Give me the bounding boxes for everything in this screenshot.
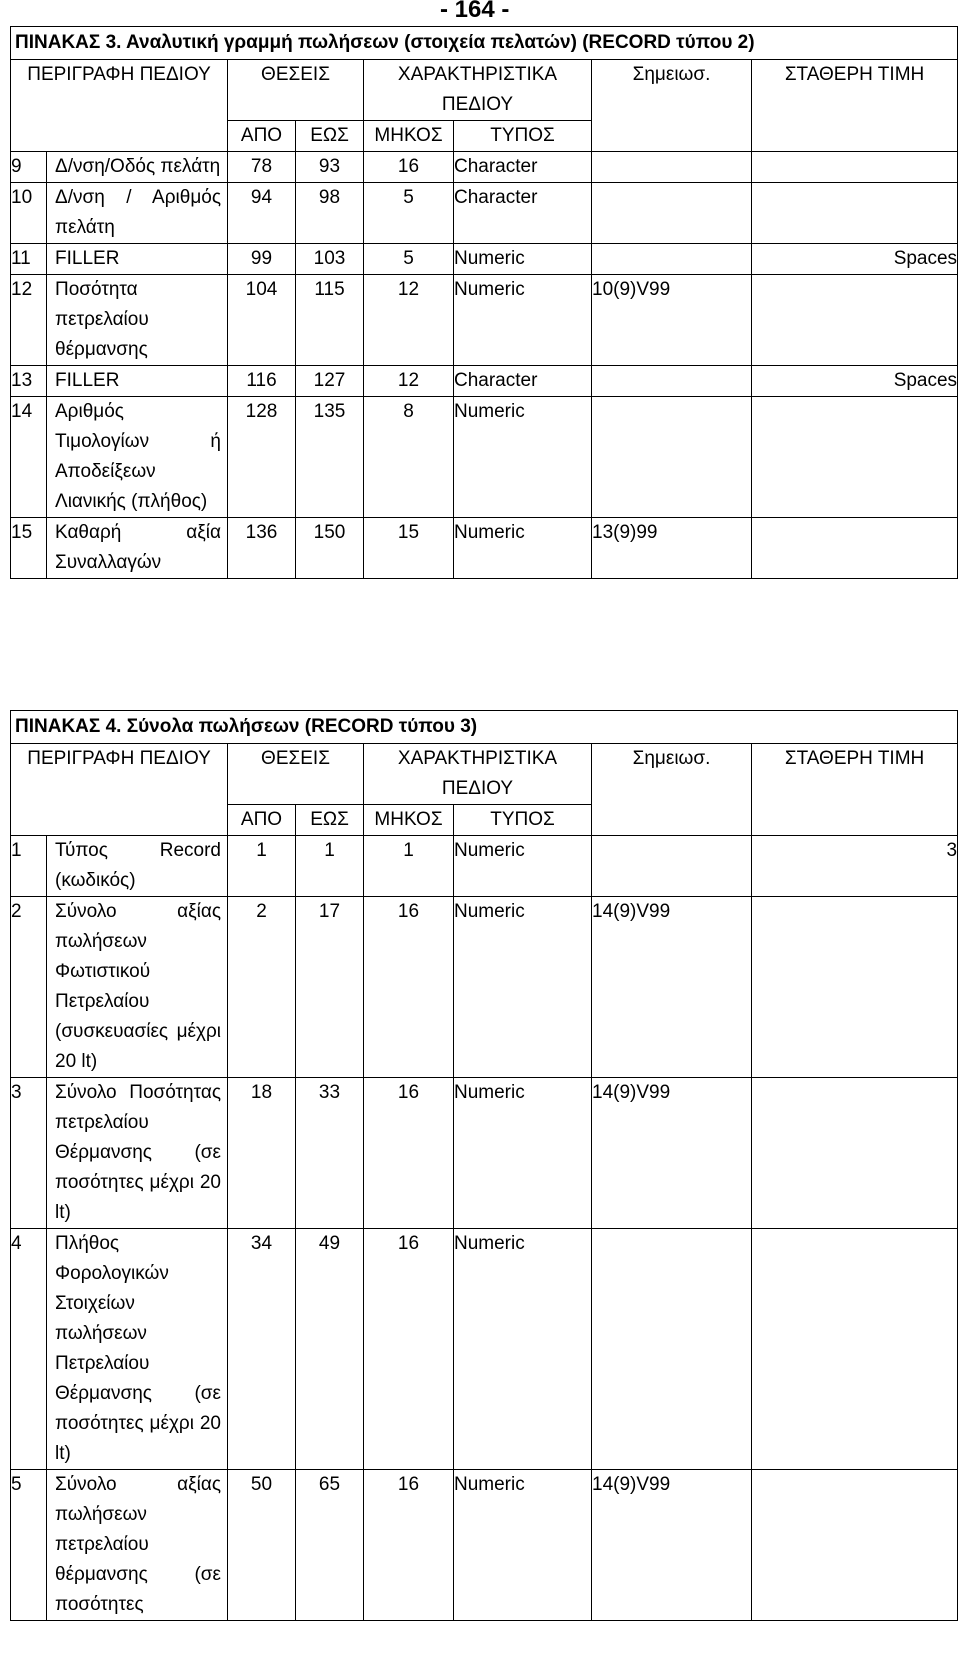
table-row xyxy=(11,897,958,1078)
table-caption: ΠΙΝΑΚΑΣ 4. Σύνολα πωλήσεων (RECORD τύπου 3) xyxy=(11,711,958,744)
row-number: 3 xyxy=(11,1078,47,1229)
table-row xyxy=(11,1470,958,1621)
row-fixed-value xyxy=(752,1078,958,1229)
row-from: 2 xyxy=(228,897,296,1078)
row-length: 15 xyxy=(364,518,454,579)
table-row xyxy=(11,183,958,244)
row-notes xyxy=(592,152,752,183)
row-number: 10 xyxy=(11,183,47,244)
row-notes: 14(9)V99 xyxy=(592,897,752,1078)
row-type: Numeric xyxy=(454,1470,592,1621)
row-fixed-value xyxy=(752,275,958,366)
table-row xyxy=(11,152,958,183)
row-from: 116 xyxy=(228,366,296,397)
row-number: 2 xyxy=(11,897,47,1078)
row-fixed-value xyxy=(752,183,958,244)
row-length: 16 xyxy=(364,152,454,183)
header-to: ΕΩΣ xyxy=(296,121,364,152)
row-fixed-value xyxy=(752,1470,958,1621)
row-description-text: Σύνολο αξίας πωλήσεων πετρελαίου θέρμανσης (σε ποσότητες xyxy=(55,1474,221,1615)
row-length: 16 xyxy=(364,897,454,1078)
row-type: Numeric xyxy=(454,1078,592,1229)
row-notes xyxy=(592,1229,752,1470)
header-description: ΠΕΡΙΓΡΑΦΗ ΠΕΔΙΟΥ xyxy=(11,60,228,152)
row-type: Character xyxy=(454,152,592,183)
row-length: 5 xyxy=(364,244,454,275)
row-description-text: Καθαρή αξία Συναλλαγών xyxy=(55,522,221,573)
header-length: ΜΗΚΟΣ xyxy=(364,805,454,836)
row-description xyxy=(47,836,228,897)
row-notes xyxy=(592,397,752,518)
row-length: 12 xyxy=(364,275,454,366)
header-notes: Σημειωσ. xyxy=(592,60,752,152)
row-length: 12 xyxy=(364,366,454,397)
table-row xyxy=(11,836,958,897)
row-number: 5 xyxy=(11,1470,47,1621)
row-type: Character xyxy=(454,183,592,244)
page-number: - 164 - xyxy=(440,0,510,23)
row-description-text: Σύνολο Ποσότητας πετρελαίου Θέρμανσης (σε ποσότητες μέχρι 20 lt) xyxy=(55,1082,221,1223)
row-to: 115 xyxy=(296,275,364,366)
row-number: 14 xyxy=(11,397,47,518)
row-to: 93 xyxy=(296,152,364,183)
row-type: Numeric xyxy=(454,275,592,366)
row-notes: 14(9)V99 xyxy=(592,1470,752,1621)
header-fixed-value: ΣΤΑΘΕΡΗ ΤΙΜΗ xyxy=(752,60,958,152)
header-to: ΕΩΣ xyxy=(296,805,364,836)
row-length: 16 xyxy=(364,1078,454,1229)
row-from: 104 xyxy=(228,275,296,366)
row-description xyxy=(47,1078,228,1229)
row-type: Numeric xyxy=(454,518,592,579)
row-notes: 14(9)V99 xyxy=(592,1078,752,1229)
row-fixed-value: Spaces xyxy=(752,366,958,397)
row-number: 9 xyxy=(11,152,47,183)
row-number: 13 xyxy=(11,366,47,397)
row-to: 98 xyxy=(296,183,364,244)
row-description-text: Δ/νση / Αριθμός πελάτη xyxy=(55,187,221,238)
row-number: 11 xyxy=(11,244,47,275)
table-caption: ΠΙΝΑΚΑΣ 3. Αναλυτική γραμμή πωλήσεων (στοιχεία πελατών) (RECORD τύπου 2) xyxy=(11,27,958,60)
row-from: 128 xyxy=(228,397,296,518)
row-fixed-value xyxy=(752,397,958,518)
row-from: 94 xyxy=(228,183,296,244)
row-number: 12 xyxy=(11,275,47,366)
row-length: 5 xyxy=(364,183,454,244)
row-to: 135 xyxy=(296,397,364,518)
row-type: Numeric xyxy=(454,397,592,518)
row-type: Numeric xyxy=(454,836,592,897)
row-type: Numeric xyxy=(454,244,592,275)
row-description xyxy=(47,152,228,183)
row-type: Numeric xyxy=(454,1229,592,1470)
header-notes: Σημειωσ. xyxy=(592,744,752,836)
row-description xyxy=(47,1229,228,1470)
row-number: 15 xyxy=(11,518,47,579)
header-from: ΑΠΟ xyxy=(228,121,296,152)
row-notes: 10(9)V99 xyxy=(592,275,752,366)
row-description-text: FILLER xyxy=(55,370,120,391)
record-type-2-table xyxy=(10,26,958,579)
table-row xyxy=(11,366,958,397)
header-positions: ΘΕΣΕΙΣ xyxy=(228,744,364,805)
row-description xyxy=(47,897,228,1078)
row-to: 103 xyxy=(296,244,364,275)
row-description xyxy=(47,1470,228,1621)
table-row xyxy=(11,1229,958,1470)
table-row xyxy=(11,275,958,366)
row-length: 16 xyxy=(364,1470,454,1621)
header-positions: ΘΕΣΕΙΣ xyxy=(228,60,364,121)
row-notes xyxy=(592,836,752,897)
row-to: 1 xyxy=(296,836,364,897)
row-description-text: Ποσότητα πετρελαίου θέρμανσης xyxy=(55,279,149,360)
row-to: 17 xyxy=(296,897,364,1078)
row-from: 1 xyxy=(228,836,296,897)
row-description xyxy=(47,397,228,518)
table-row xyxy=(11,397,958,518)
header-characteristics: ΧΑΡΑΚΤΗΡΙΣΤΙΚΑ ΠΕΔΙΟΥ xyxy=(364,744,592,805)
table-row xyxy=(11,518,958,579)
row-from: 99 xyxy=(228,244,296,275)
header-from: ΑΠΟ xyxy=(228,805,296,836)
header-length: ΜΗΚΟΣ xyxy=(364,121,454,152)
row-description xyxy=(47,366,228,397)
row-description xyxy=(47,183,228,244)
header-description: ΠΕΡΙΓΡΑΦΗ ΠΕΔΙΟΥ xyxy=(11,744,228,836)
record-type-3-table xyxy=(10,710,958,1621)
header-type: ΤΥΠΟΣ xyxy=(454,121,592,152)
row-fixed-value xyxy=(752,1229,958,1470)
row-description-text: Τύπος Record (κωδικός) xyxy=(55,840,221,891)
row-from: 136 xyxy=(228,518,296,579)
row-number: 4 xyxy=(11,1229,47,1470)
table-row xyxy=(11,244,958,275)
row-length: 8 xyxy=(364,397,454,518)
row-fixed-value: 3 xyxy=(752,836,958,897)
row-notes xyxy=(592,366,752,397)
row-to: 65 xyxy=(296,1470,364,1621)
row-from: 50 xyxy=(228,1470,296,1621)
row-from: 78 xyxy=(228,152,296,183)
row-fixed-value xyxy=(752,152,958,183)
row-notes: 13(9)99 xyxy=(592,518,752,579)
row-from: 34 xyxy=(228,1229,296,1470)
header-characteristics: ΧΑΡΑΚΤΗΡΙΣΤΙΚΑ ΠΕΔΙΟΥ xyxy=(364,60,592,121)
row-notes xyxy=(592,183,752,244)
row-description xyxy=(47,275,228,366)
row-type: Character xyxy=(454,366,592,397)
row-description-text: Σύνολο αξίας πωλήσεων Φωτιστικού Πετρελαίου (συσκευασίες μέχρι 20 lt) xyxy=(55,901,221,1072)
row-notes xyxy=(592,244,752,275)
header-fixed-value: ΣΤΑΘΕΡΗ ΤΙΜΗ xyxy=(752,744,958,836)
row-number: 1 xyxy=(11,836,47,897)
row-description-text: Πλήθος Φορολογικών Στοιχείων πωλήσεων Πετρελαίου Θέρμανσης (σε ποσότητες μέχρι 20 lt) xyxy=(55,1233,221,1464)
row-length: 1 xyxy=(364,836,454,897)
row-description-text: FILLER xyxy=(55,248,120,269)
row-to: 49 xyxy=(296,1229,364,1470)
header-type: ΤΥΠΟΣ xyxy=(454,805,592,836)
row-to: 127 xyxy=(296,366,364,397)
row-type: Numeric xyxy=(454,897,592,1078)
row-description-text: Δ/νση/Οδός πελάτη xyxy=(55,156,221,177)
row-fixed-value: Spaces xyxy=(752,244,958,275)
row-fixed-value xyxy=(752,518,958,579)
row-to: 150 xyxy=(296,518,364,579)
row-from: 18 xyxy=(228,1078,296,1229)
row-fixed-value xyxy=(752,897,958,1078)
row-description xyxy=(47,244,228,275)
table-row xyxy=(11,1078,958,1229)
row-to: 33 xyxy=(296,1078,364,1229)
row-length: 16 xyxy=(364,1229,454,1470)
row-description-text: Αριθμός Τιμολογίων ή Αποδείξεων Λιανικής (πλήθος) xyxy=(55,401,221,512)
row-description xyxy=(47,518,228,579)
